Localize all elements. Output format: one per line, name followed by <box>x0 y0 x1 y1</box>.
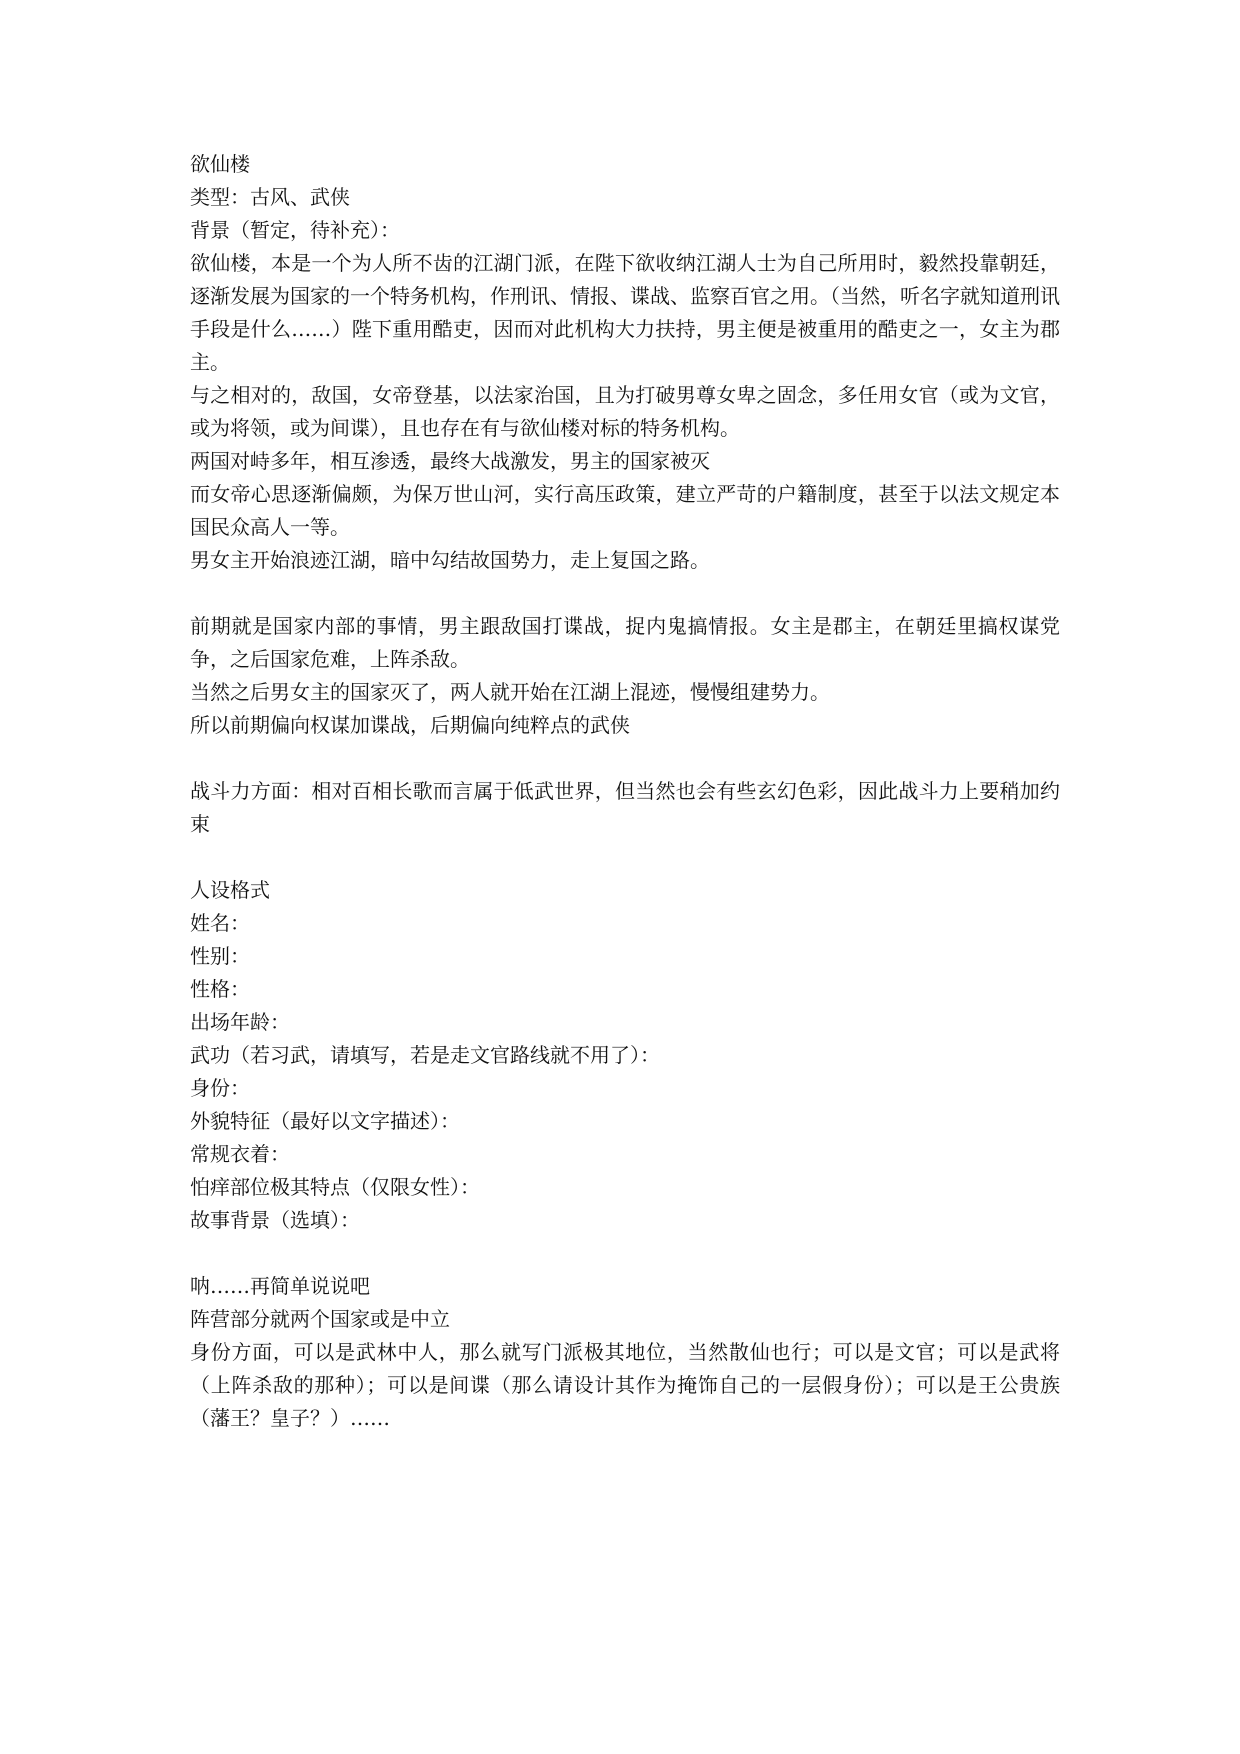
background-paragraph-5: 男女主开始浪迹江湖，暗中勾结故国势力，走上复国之路。 <box>190 548 710 572</box>
profile-heading: 人设格式 <box>190 878 270 902</box>
profile-field-clothing: 常规衣着： <box>190 1142 290 1166</box>
genre-line: 类型：古风、武侠 <box>190 185 350 209</box>
combat-paragraph: 战斗力方面：相对百相长歌而言属于低武世界，但当然也会有些玄幻色彩，因此战斗力上要稍加约束 <box>190 779 1060 836</box>
notes-paragraph-1: 呐……再简单说说吧 <box>190 1274 370 1298</box>
profile-field-martial-arts: 武功（若习武，请填写，若是走文官路线就不用了）： <box>190 1043 660 1067</box>
background-paragraph-2: 与之相对的，敌国，女帝登基，以法家治国，且为打破男尊女卑之固念，多任用女官（或为文官，或为将领，或为间谍），且也存在有与欲仙楼对标的特务机构。 <box>190 383 1060 440</box>
plot-paragraph-2: 当然之后男女主的国家灭了，两人就开始在江湖上混迹，慢慢组建势力。 <box>190 680 830 704</box>
blank-line <box>190 841 1060 874</box>
profile-field-identity: 身份： <box>190 1076 250 1100</box>
document-page <box>190 148 1060 1435</box>
blank-line <box>190 577 1060 610</box>
blank-line <box>190 742 1060 775</box>
plot-paragraph-1: 前期就是国家内部的事情，男主跟敌国打谍战，捉内鬼搞情报。女主是郡主，在朝廷里搞权谋党争，之后国家危难，上阵杀敌。 <box>190 614 1060 671</box>
profile-field-personality: 性格： <box>190 977 250 1001</box>
profile-field-backstory: 故事背景（选填）： <box>190 1208 360 1232</box>
profile-field-gender: 性别： <box>190 944 250 968</box>
notes-paragraph-3: 身份方面，可以是武林中人，那么就写门派极其地位，当然散仙也行；可以是文官；可以是武将（上阵杀敌的那种）；可以是间谍（那么请设计其作为掩饰自己的一层假身份）；可以是王公贵族（藩王？皇子？）…… <box>190 1340 1060 1430</box>
profile-field-appearance: 外貌特征（最好以文字描述）： <box>190 1109 460 1133</box>
blank-line <box>190 1237 1060 1270</box>
background-paragraph-3: 两国对峙多年，相互渗透，最终大战激发，男主的国家被灭 <box>190 449 710 473</box>
background-paragraph-4: 而女帝心思逐渐偏颇，为保万世山河，实行高压政策，建立严苛的户籍制度，甚至于以法文规定本国民众高人一等。 <box>190 482 1060 539</box>
document-title: 欲仙楼 <box>190 152 250 176</box>
profile-field-ticklish-spots: 怕痒部位极其特点（仅限女性）： <box>190 1175 480 1199</box>
profile-field-age: 出场年龄： <box>190 1010 290 1034</box>
notes-paragraph-2: 阵营部分就两个国家或是中立 <box>190 1307 450 1331</box>
plot-paragraph-3: 所以前期偏向权谋加谍战，后期偏向纯粹点的武侠 <box>190 713 630 737</box>
background-paragraph-1: 欲仙楼，本是一个为人所不齿的江湖门派，在陛下欲收纳江湖人士为自己所用时，毅然投靠朝廷，逐渐发展为国家的一个特务机构，作刑讯、情报、谍战、监察百官之用。（当然，听名字就知道刑讯手段是什么……）陛下重用酷吏，因而对此机构大力扶持，男主便是被重用的酷吏之一，女主为郡主。 <box>190 251 1060 374</box>
profile-field-name: 姓名： <box>190 911 250 935</box>
background-heading: 背景（暂定，待补充）： <box>190 218 400 242</box>
